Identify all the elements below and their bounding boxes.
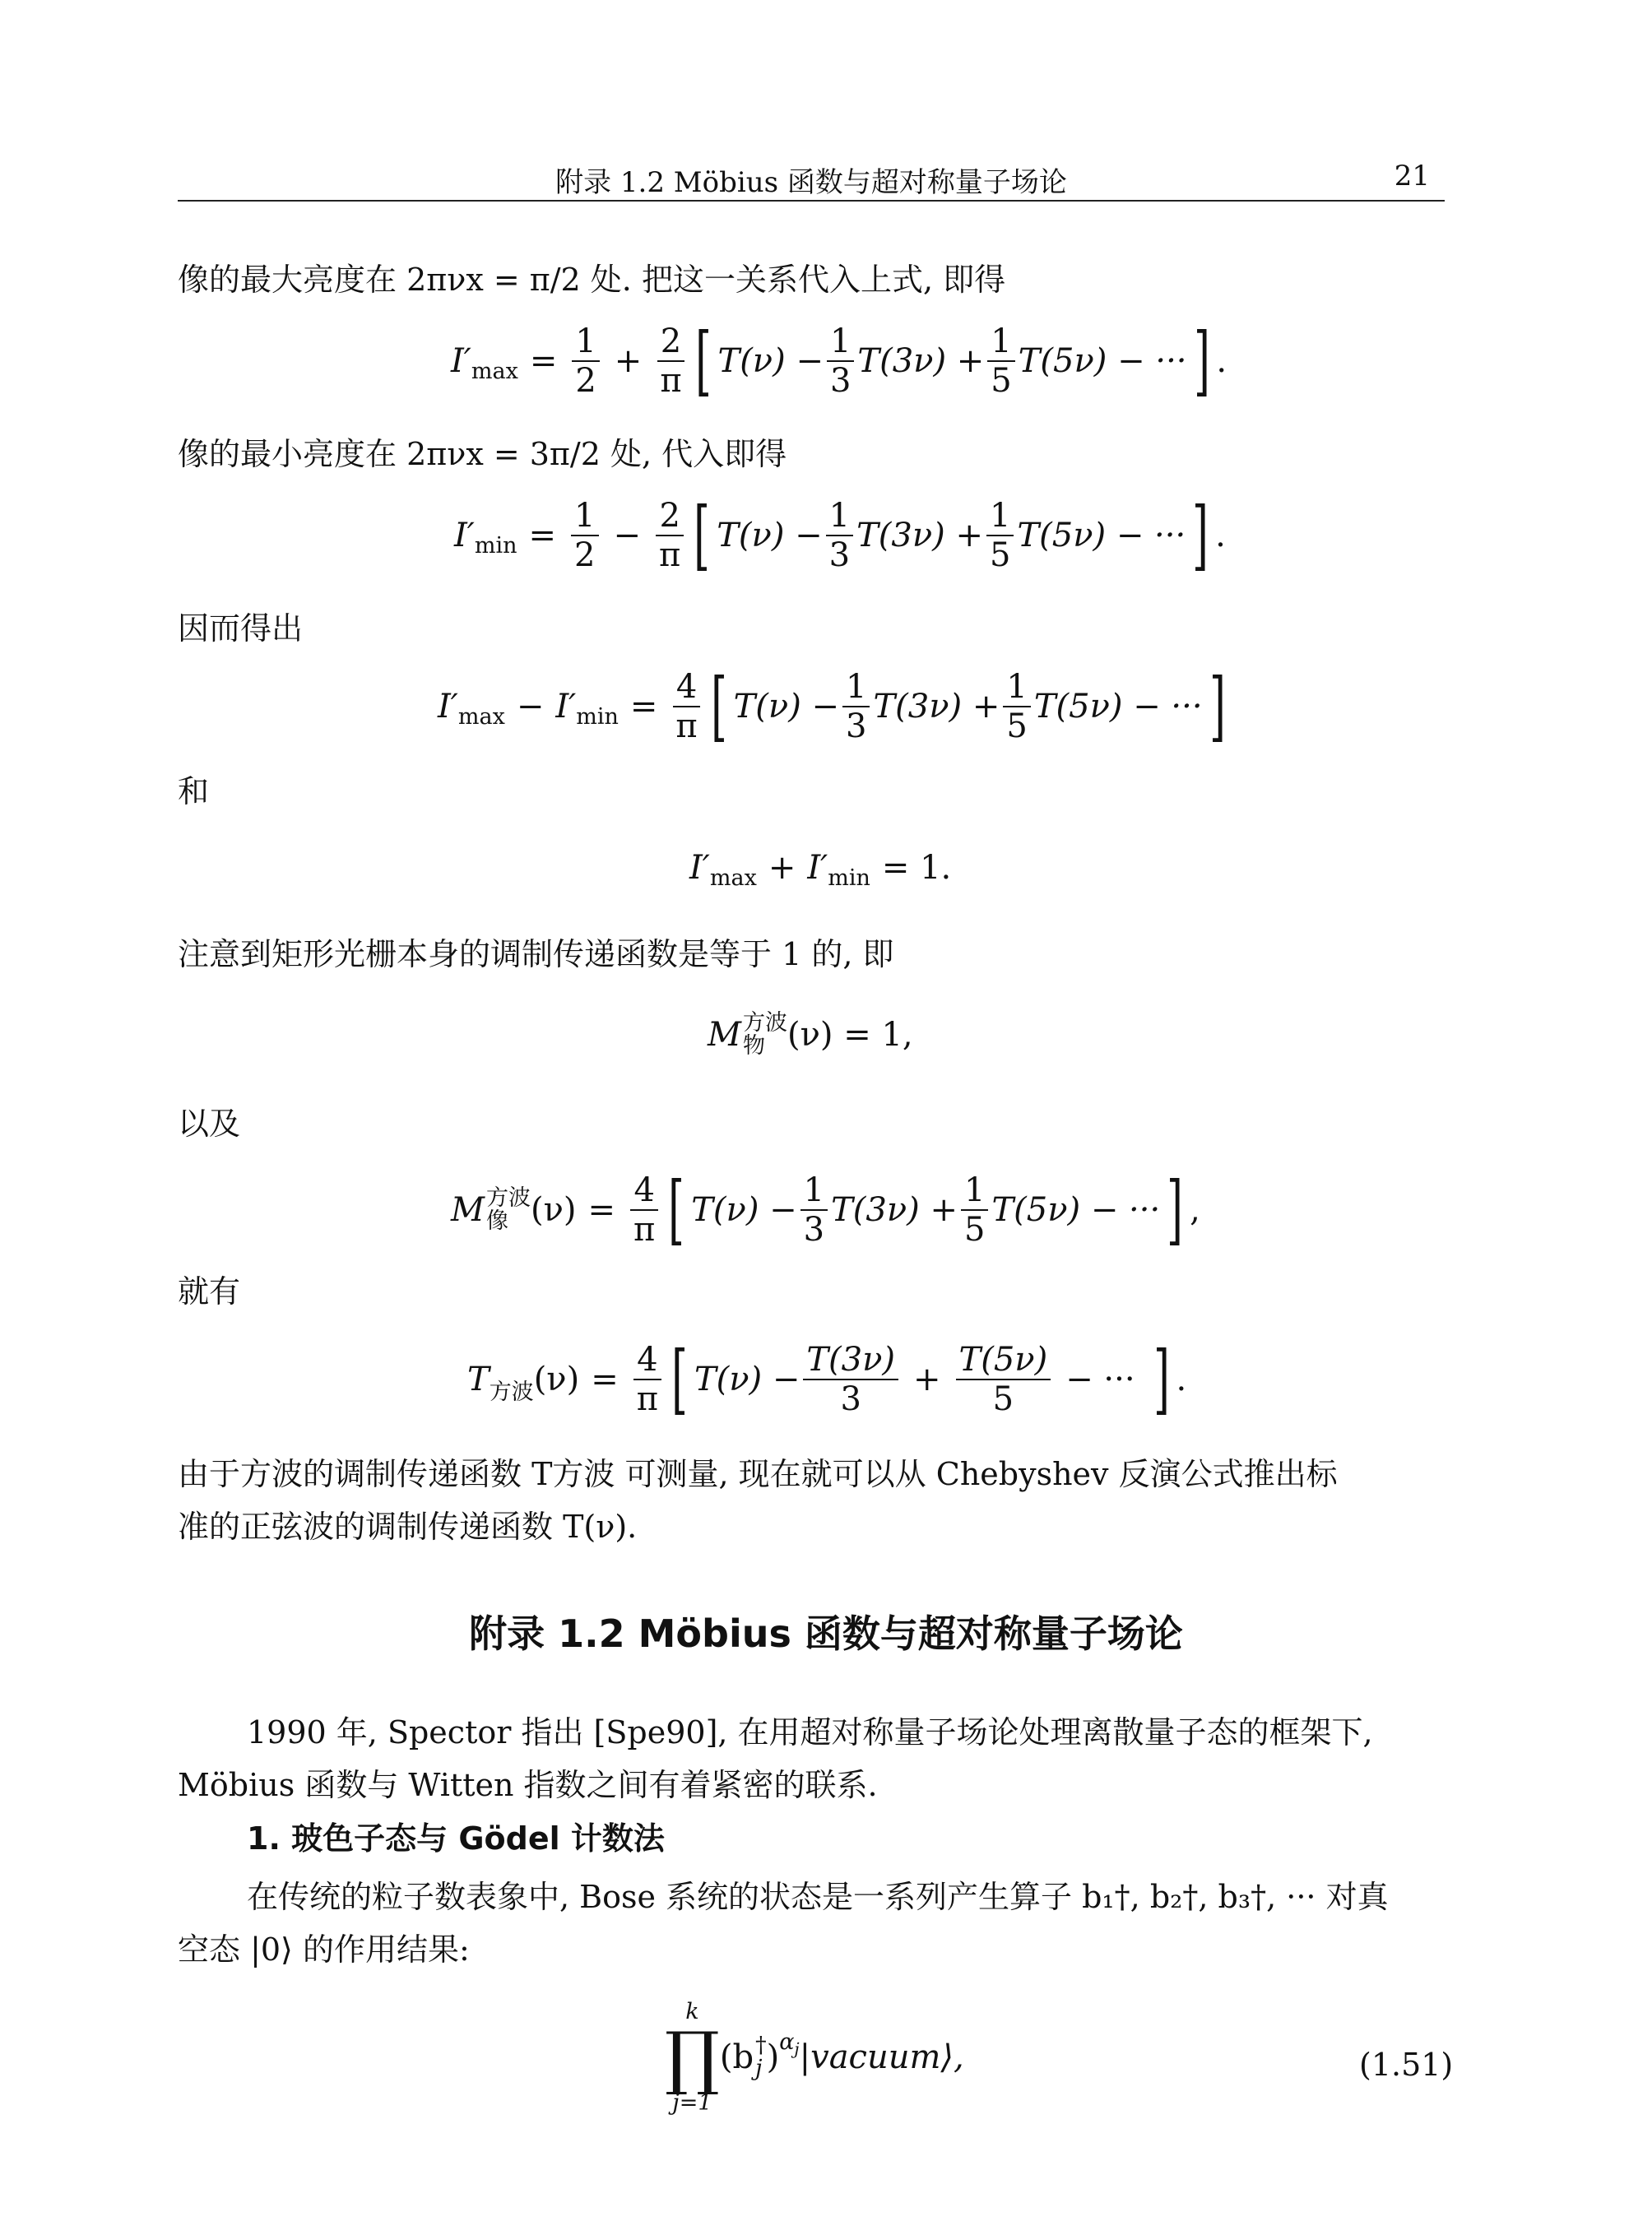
equation-imin: I′ min = $\frac{1}{2}$ − $\frac{2}{\pi}$ [ T(ν) − $\frac{1}{3}$ T(3ν) + $\frac{1}{5}$ T(5ν) − ··· ] .: [454, 491, 1226, 579]
paragraph-max-brightness: 像的最大亮度在 2πνx = π/2 处. 把这一关系代入上式, 即得: [178, 262, 1006, 298]
equation-t-square: T 方波 (ν) = $\frac{4}{\pi}$ [ T(ν) − $\frac{T(3\nu)}{3}$ + $\frac{T(5\nu)}{5}$ − ··· ] .: [467, 1335, 1187, 1423]
section-heading: 附录 1.2 Möbius 函数与超对称量子场论: [469, 1611, 1183, 1656]
header-rule: [178, 200, 1445, 202]
paragraph-bose-line1: 在传统的粒子数表象中, Bose 系统的状态是一系列产生算子 b₁†, b₂†, b₃†, ··· 对真: [247, 1879, 1389, 1915]
equation-sum: I′ max + I′ min = 1.: [689, 849, 952, 891]
paragraph-therefore: 因而得出: [178, 610, 304, 647]
subsection-heading: 1. 玻色子态与 Gödel 计数法: [247, 1820, 665, 1857]
equation-m-image: M 方波 像 (ν) = $\frac{4}{\pi}$ [ T(ν) − $\frac{1}{3}$ T(3ν) + $\frac{1}{5}$ T(5ν) − ··· ] ,: [451, 1166, 1200, 1254]
paragraph-min-brightness: 像的最小亮度在 2πνx = 3π/2 处, 代入即得: [178, 436, 787, 472]
paragraph-square-wave-line2: 准的正弦波的调制传递函数 T(ν).: [178, 1509, 638, 1545]
running-title: 附录 1.2 Möbius 函数与超对称量子场论: [555, 166, 1067, 199]
equation-number: (1.51): [1359, 2047, 1454, 2083]
equation-m-object: M 方波 物 (ν) = 1,: [708, 1010, 913, 1059]
equation-difference: I′ max − I′ min = $\frac{4}{\pi}$ [ T(ν) − $\frac{1}{3}$ T(3ν) + $\frac{1}{5}$ T(5ν) − ··· ]: [438, 662, 1226, 750]
paragraph-square-wave-line1: 由于方波的调制传递函数 T方波 可测量, 现在就可以从 Chebyshev 反演公式推出标: [178, 1456, 1338, 1492]
equation-imax: I′ max = $\frac{1}{2}$ + $\frac{2}{\pi}$ [ T(ν) − $\frac{1}{3}$ T(3ν) + $\frac{1}{5}$ T(5ν) − ··· ] .: [451, 317, 1227, 405]
paragraph-bose-line2: 空态 |0⟩ 的作用结果:: [178, 1931, 470, 1968]
equation-1-51: k ∏ j=1 (b † j ) $\alpha_j$ |vacuum⟩,: [665, 1999, 964, 2116]
paragraph-then: 就有: [178, 1273, 241, 1310]
paragraph-spector-line2: Möbius 函数与 Witten 指数之间有着紧密的联系.: [178, 1767, 878, 1803]
page-number: 21: [1394, 160, 1430, 192]
paragraph-and: 和: [178, 773, 210, 809]
running-header: [178, 155, 1445, 204]
paragraph-grating: 注意到矩形光栅本身的调制传递函数是等于 1 的, 即: [178, 936, 894, 972]
paragraph-also: 以及: [178, 1106, 241, 1142]
paragraph-spector-line1: 1990 年, Spector 指出 [Spe90], 在用超对称量子场论处理离散量子态的框架下,: [247, 1714, 1373, 1750]
